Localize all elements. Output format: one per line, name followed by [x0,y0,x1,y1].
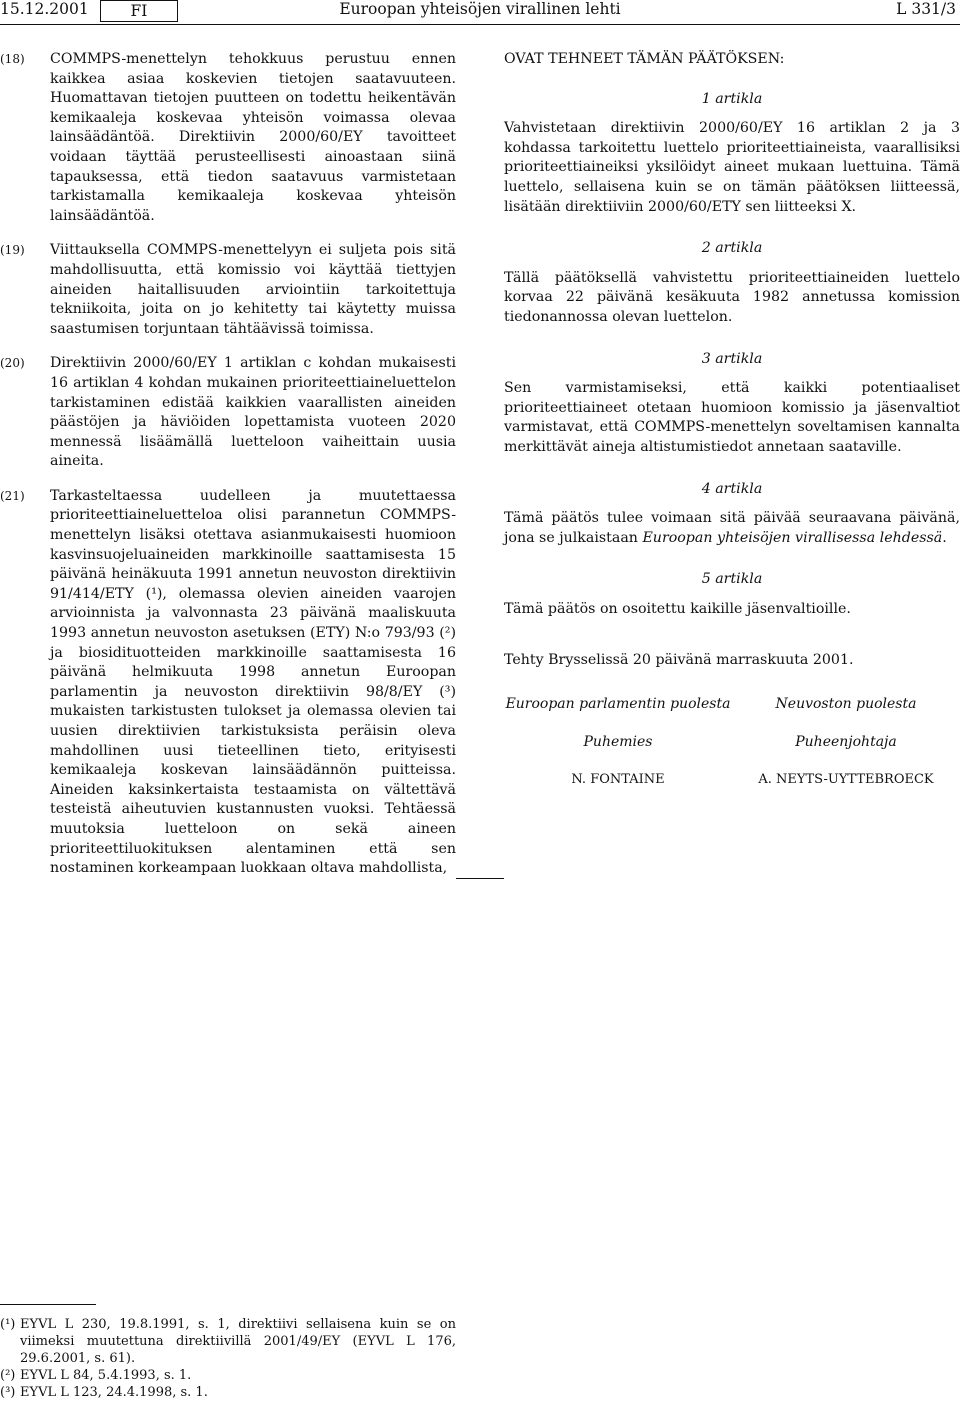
footnote-text: EYVL L 123, 24.4.1998, s. 1. [20,1385,208,1400]
signature-institution-left: Euroopan parlamentin puolesta [505,696,731,713]
recital-number: (20) [0,356,25,371]
article-text-part: Tämä päätös tulee voimaan sitä päivää seuraavana päivänä, jona se julkaistaan [504,510,960,546]
article-text [504,509,960,548]
footnote [0,1367,456,1384]
page-number: L 331/3 [896,0,956,18]
article-title: 5 artikla [701,571,763,588]
recital [0,487,456,879]
end-of-text-rule [456,878,504,879]
recital-text: Viittauksella COMMPS-menettelyyn ei suljeta pois sitä mahdollisuutta, että komissio voi käyttää tiettyjen aineiden haitallisuuden arviointiin tarkoitettuja tekniikoita, joita on jo kehitetty tai käytetty muissa saastumisen torjuntaan tähtäävissä toimissa. [50,242,456,337]
journal-title: Euroopan yhteisöjen virallinen lehti [339,0,621,18]
recital [0,354,456,472]
footnote [0,1316,456,1367]
done-at-line: Tehty Brysselissä 20 päivänä marraskuuta 2001. [504,652,854,669]
signatory-name-right: A. NEYTS-UYTTEBROECK [758,772,934,788]
signature-role-left: Puhemies [583,733,653,750]
footnotes [0,1316,456,1401]
signature-block [504,695,960,790]
footnote-text: EYVL L 84, 5.4.1993, s. 1. [20,1368,192,1383]
footnote-mark: (¹) [0,1317,16,1332]
right-column [504,50,960,808]
header-rule [0,24,960,25]
recital-text: Tarkasteltaessa uudelleen ja muutettaessa prioriteettiaineluetteloa olisi parannetun COMMPS-menettelyn lisäksi otettava asianmukaisesti huomioon kasvinsuojeluaineiden markkinoille saattamisesta 15 päivänä heinäkuuta 1991 annetun neuvoston direktiivin 91/414/ETY (¹), olemassa olevien aineiden vaarojen arvioinnista ja valvonnasta 23 päivänä maaliskuuta 1993 annetun neuvoston asetuksen (ETY) N:o 793/93 (²) ja biosidituotteiden markkinoille saattamisesta 16 päivänä helmikuuta 1998 annetun Euroopan parlamentin ja neuvoston direktiivin 98/8/EY (³) mukaisten tarkistusten tulokset ja olemassa olevien tai uusien direktiivien tarkistuksista peräisin oleva mahdollinen uusi tieteellinen tieto, erityisesti kemikaaleja koskevan lainsäädännön puitteissa. Aineiden kaksinkertaista testaamista on vältettävä testeistä aiheutuvien kustannusten vuoksi. Tehtäessä muutoksia luetteloon on sekä aineen prioriteettiluokituksen alentaminen että sen nostaminen korkeampaan luokkaan oltava mahdollista, [50,487,456,877]
footnote [0,1384,456,1401]
recital [0,241,456,339]
footnote-text: EYVL L 230, 19.8.1991, s. 1, direktiivi sellaisena kuin se on viimeksi muutettuna direktiivillä 2001/49/EY (EYVL L 176, 29.6.2001, s. 61). [20,1317,456,1366]
decision-intro: OVAT TEHNEET TÄMÄN PÄÄTÖKSEN: [504,51,785,67]
footnote-mark: (²) [0,1368,16,1383]
recital-number: (21) [0,488,25,503]
article-text: Sen varmistamiseksi, että kaikki potentiaaliset prioriteettiaineet otetaan huomioon komissio ja jäsenvaltiot varmistavat, että COMMPS-menettelyn soveltamisen kannalta merkittävät aineja altistumistiedot annetaan saataville. [504,380,960,455]
article-text: Tämä päätös on osoitettu kaikille jäsenvaltioille. [504,600,851,617]
signature-role-right: Puheenjohtaja [795,733,897,750]
signature-institution-right: Neuvoston puolesta [775,696,917,713]
article-text: Vahvistetaan direktiivin 2000/60/EY 16 artiklan 2 ja 3 kohdassa tarkoitettu luettelo prioriteettiaineista, vaarallisiksi prioriteettiaineiksi yksilöidyt aineet mukaan luettuina. Tämä luettelo, sellaisena kuin se on tämän päätöksen liitteessä, lisätään direktiiviin 2000/60/ETY sen liitteeksi X. [504,120,960,215]
signatory-name-left: N. FONTAINE [571,772,665,788]
article-title: 2 artikla [701,240,763,257]
language-code-box: FI [100,0,178,22]
article-title: 4 artikla [701,480,763,497]
left-column [0,50,456,894]
recital-number: (18) [0,52,25,66]
article-title: 1 artikla [701,90,763,107]
article-text-part: . [942,529,947,546]
recital-text: COMMPS-menettelyn tehokkuus perustuu ennen kaikkea asiaa koskevien tietojen saatavuuteen. Huomattavan tietojen puutteen on todettu heikentävän kemikaaleja koskevaa yhteisön voimassa olevaa lainsäädäntöä. Direktiivin 2000/60/EY tavoitteet voidaan täyttää perusteellisesti ainoastaan siinä tapauksessa, että tiedon saatavuus varmistetaan tarkistamalla kemikaaleja koskevaa yhteisön lainsäädäntöä. [50,51,456,224]
page-header [0,0,960,24]
journal-name-italic: Euroopan yhteisöjen virallisessa lehdessä [642,529,943,546]
footnote-mark: (³) [0,1385,16,1400]
article-text: Tällä päätöksellä vahvistettu prioriteettiaineiden luettelo korvaa 22 päivänä kesäkuuta 1982 annetussa komission tiedonannossa olevan luettelon. [504,269,960,325]
recital-number: (19) [0,243,25,258]
recital-text: Direktiivin 2000/60/EY 1 artiklan c kohdan mukaisesti 16 artiklan 4 kohdan mukainen prioriteettiaineluettelon tarkistaminen edistää kaikkien vaarallisten aineiden päästöjen ja häviöiden lopettamista vuoteen 2020 mennessä lisäämällä luetteloon vaiheittain uusia aineita. [50,355,456,470]
footnote-rule [0,1304,96,1305]
recital [0,50,456,226]
publication-date: 15.12.2001 [0,0,89,18]
article-title: 3 artikla [701,350,763,367]
